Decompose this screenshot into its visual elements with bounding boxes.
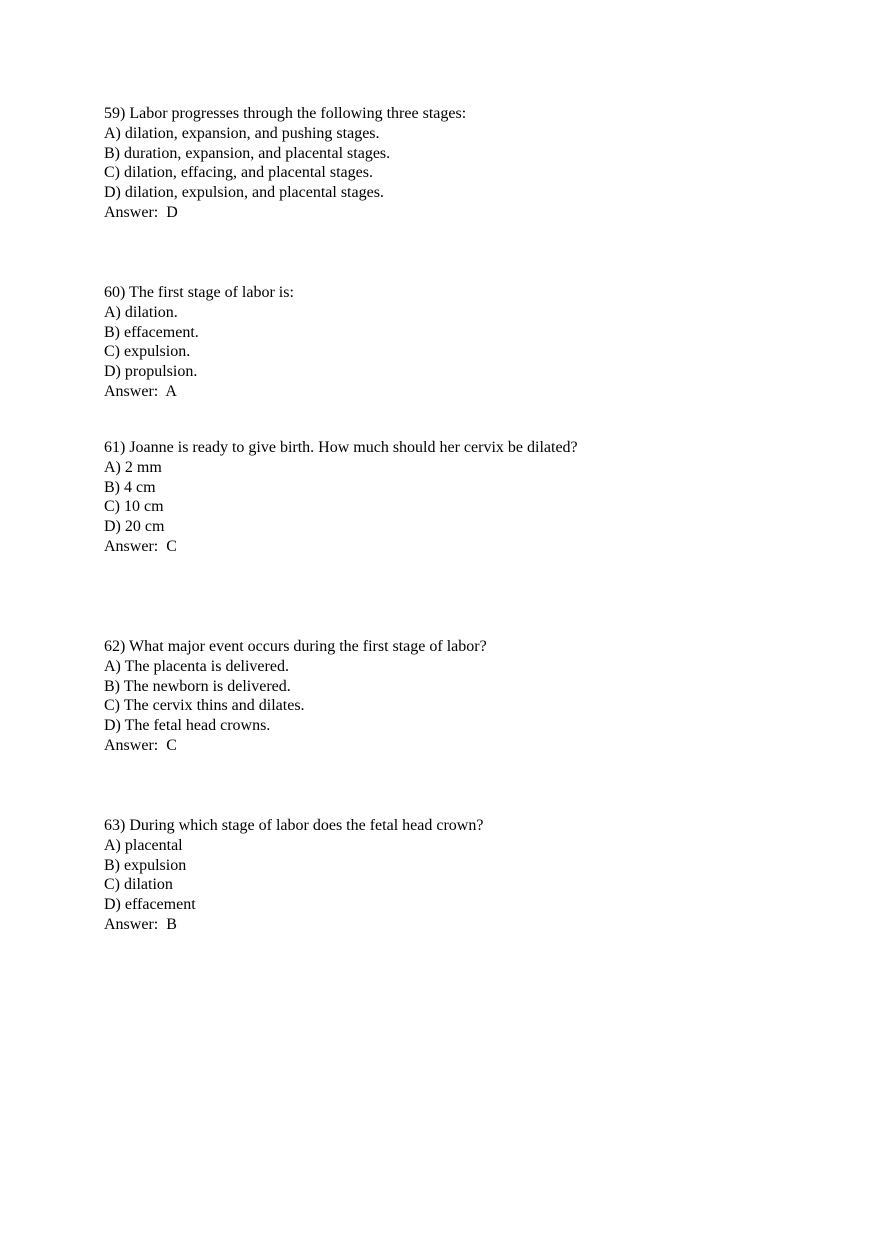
option-b: B) The newborn is delivered. — [104, 677, 291, 695]
question-63 — [104, 816, 824, 935]
answer-line: Answer: D — [104, 203, 178, 221]
option-c: C) 10 cm — [104, 498, 164, 516]
question-62 — [104, 637, 824, 756]
question-59 — [104, 104, 824, 223]
option-b: B) duration, expansion, and placental stages. — [104, 144, 391, 162]
option-a: A) dilation. — [104, 303, 178, 321]
option-a: A) dilation, expansion, and pushing stages. — [104, 124, 380, 142]
question-stem: 59) Labor progresses through the following three stages: — [104, 105, 467, 122]
option-a: A) The placenta is delivered. — [104, 657, 289, 675]
question-60 — [104, 283, 824, 402]
answer-line: Answer: A — [104, 382, 177, 400]
option-b: B) 4 cm — [104, 478, 156, 496]
option-d: D) 20 cm — [104, 518, 165, 536]
question-stem: 62) What major event occurs during the first stage of labor? — [104, 638, 487, 655]
option-a: A) 2 mm — [104, 458, 162, 476]
option-b: B) effacement. — [104, 323, 199, 341]
question-61 — [104, 438, 824, 557]
option-c: C) expulsion. — [104, 343, 191, 361]
option-d: D) propulsion. — [104, 363, 198, 381]
option-d: D) dilation, expulsion, and placental stages. — [104, 184, 384, 202]
option-b: B) expulsion — [104, 856, 187, 874]
question-stem: 63) During which stage of labor does the fetal head crown? — [104, 817, 484, 834]
answer-line: Answer: C — [104, 537, 177, 555]
answer-line: Answer: C — [104, 736, 177, 754]
question-stem: 60) The first stage of labor is: — [104, 284, 294, 301]
answer-line: Answer: B — [104, 915, 177, 933]
option-d: D) The fetal head crowns. — [104, 717, 271, 735]
option-a: A) placental — [104, 836, 183, 854]
option-c: C) dilation — [104, 876, 173, 894]
option-c: C) The cervix thins and dilates. — [104, 697, 305, 715]
option-d: D) effacement — [104, 896, 196, 914]
question-stem: 61) Joanne is ready to give birth. How much should her cervix be dilated? — [104, 439, 578, 456]
option-c: C) dilation, effacing, and placental stages. — [104, 164, 373, 182]
